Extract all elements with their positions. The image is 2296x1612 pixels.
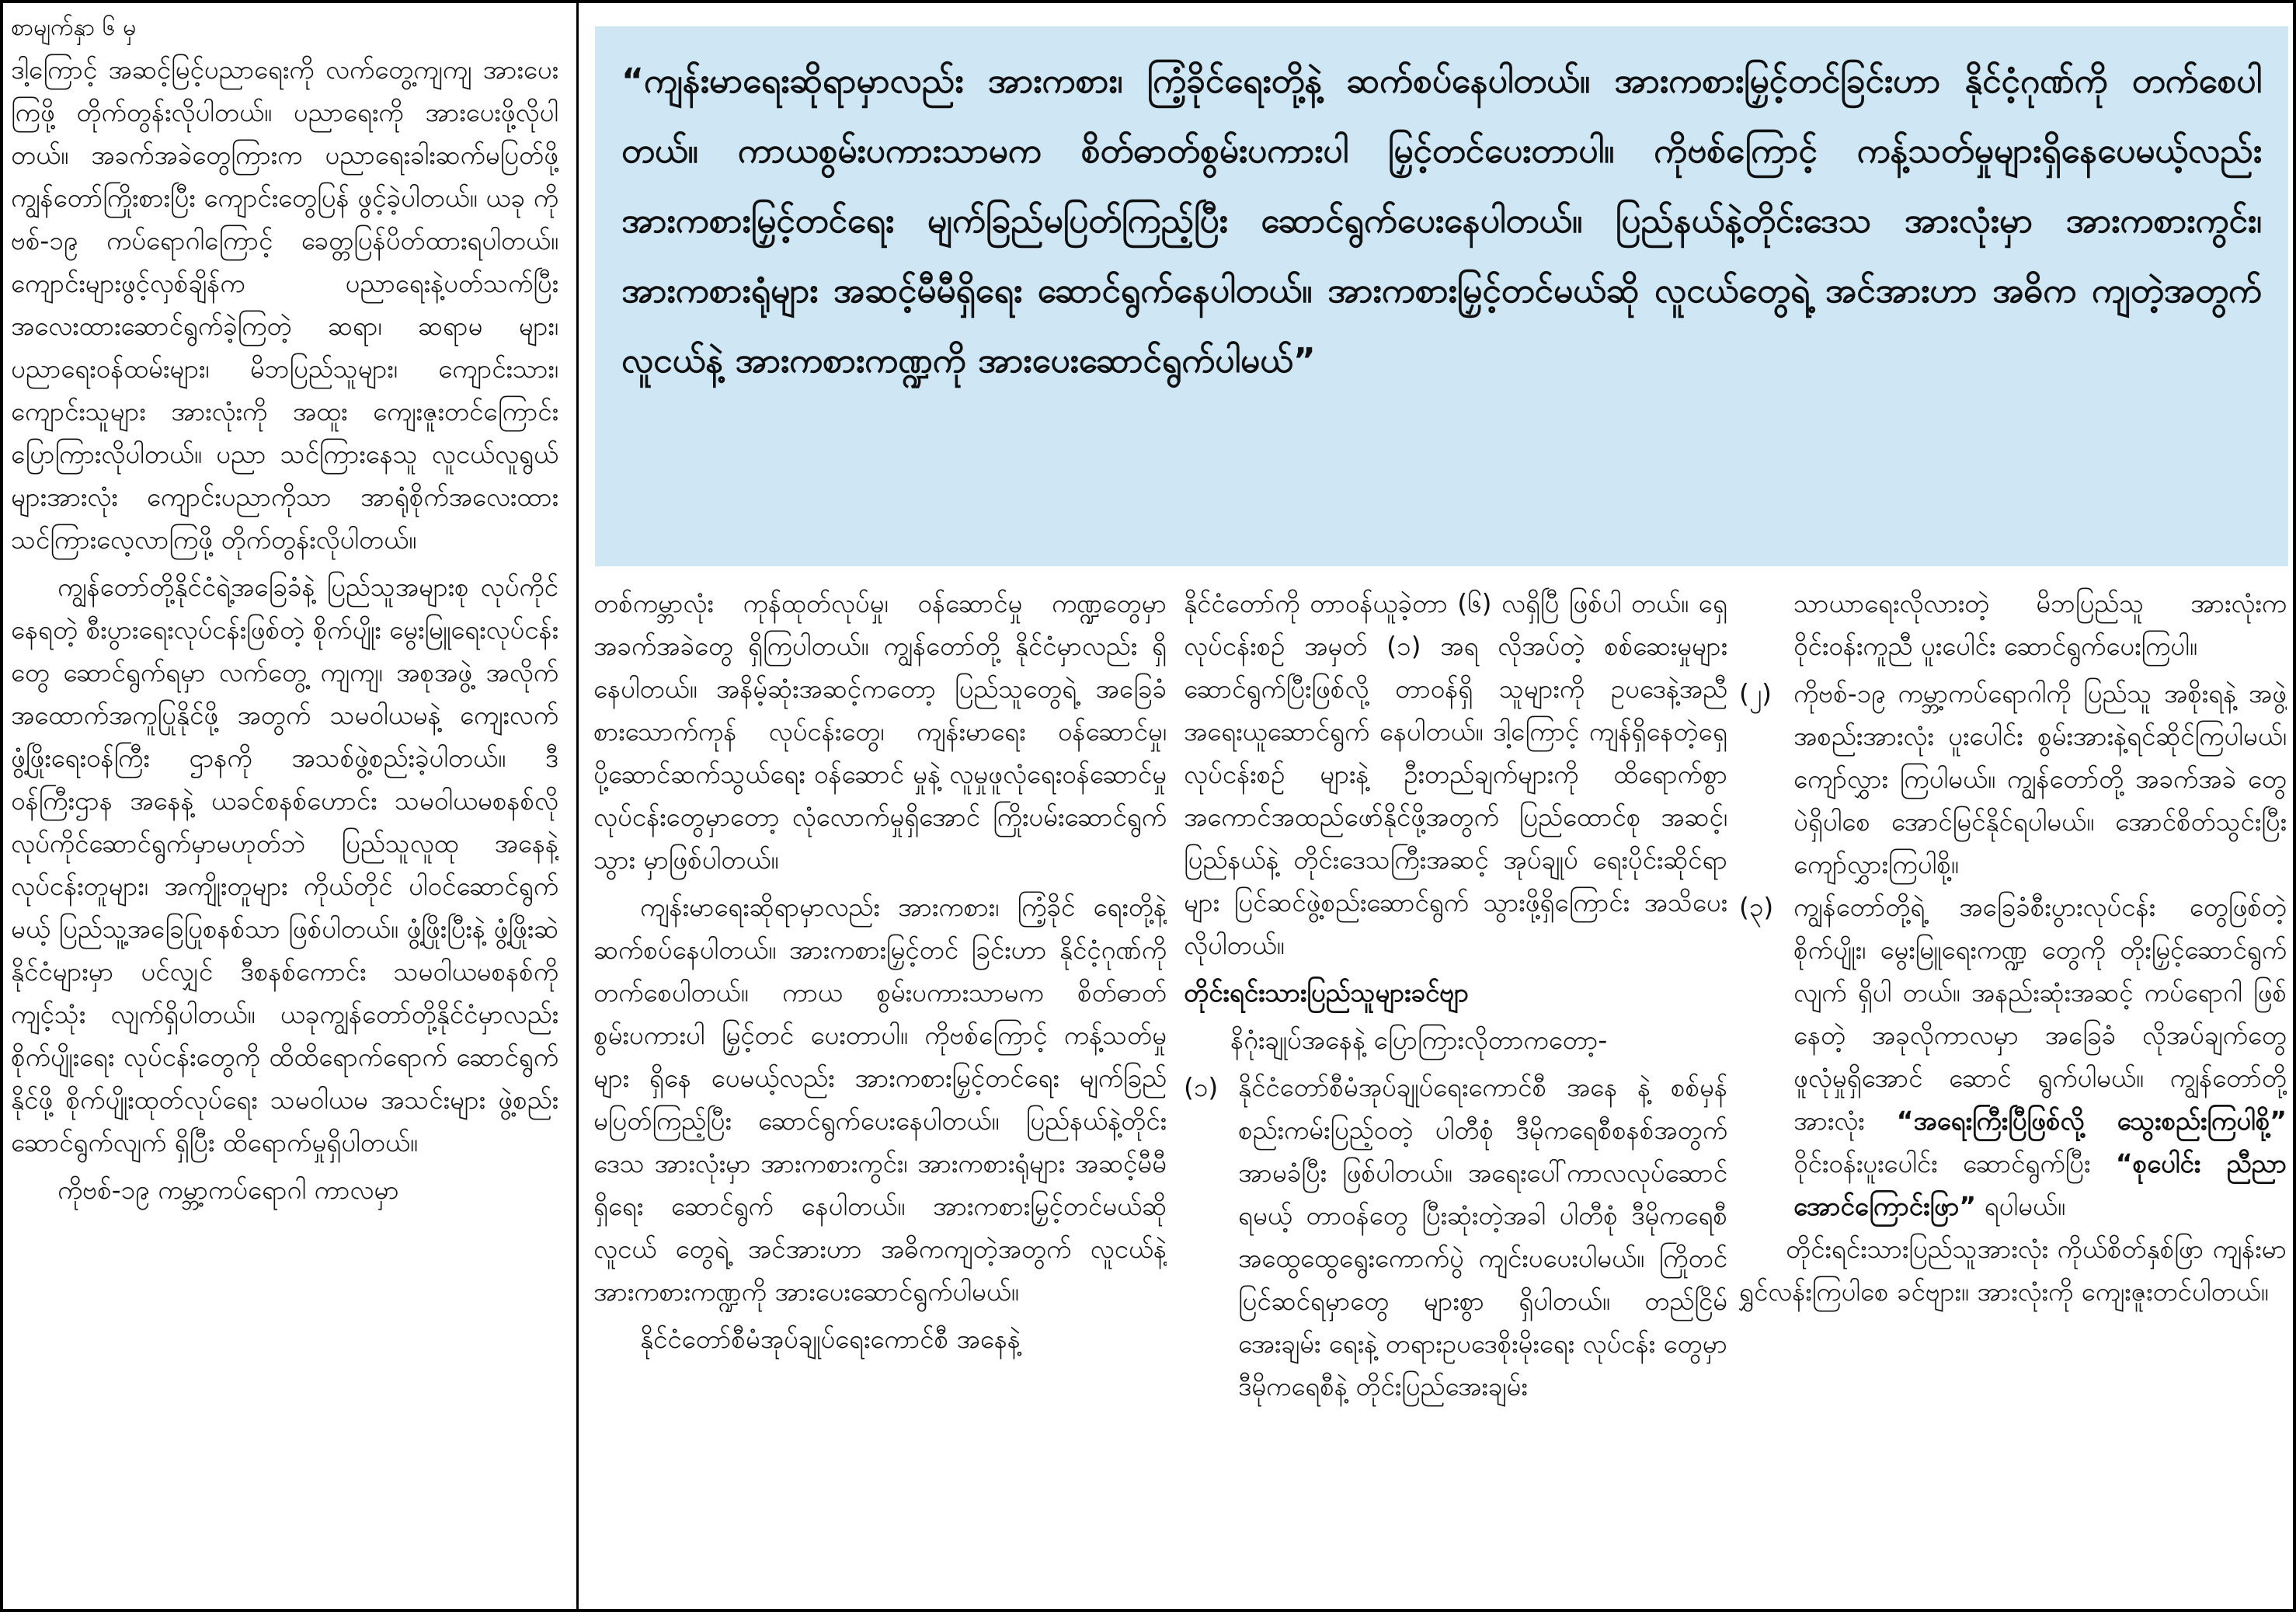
col1-paragraph-1: ဒါ့ကြောင့် အဆင့်မြင့်ပညာရေးကို လက်တွေ့ကျကျ အားပေးကြဖို့ တိုက်တွန်းလိုပါတယ်။ ပညာရေးကို အားပေးဖို့လိုပါတယ်။ အခက်အခဲတွေကြားက ပညာရေးခါးဆက်မပြတ်ဖို့ ကျွန်တော်ကြိုးစားပြီး ကျောင်းတွေပြန် ဖွင့်ခဲ့ပါတယ်။ ယခု ကိုဗစ်-၁၉ ကပ်ရောဂါကြောင့် ခေတ္တပြန်ပိတ်ထားရပါတယ်။ ကျောင်းများဖွင့်လှစ်ချိန်က ပညာရေးနဲ့ပတ်သက်ပြီး အလေးထားဆောင်ရွက်ခဲ့ကြတဲ့ ဆရာ၊ ဆရာမ များ၊ ပညာရေးဝန်ထမ်းများ၊ မိဘပြည်သူများ၊ ကျောင်းသား၊ ကျောင်းသူများ အားလုံးကို အထူး ကျေးဇူးတင်ကြောင်း ပြောကြားလိုပါတယ်။ ပညာ သင်ကြားနေသူ လူငယ်လူရွယ်များအားလုံး ကျောင်းပညာကိုသာ အာရုံစိုက်အလေးထား သင်ကြားလေ့လာကြဖို့ တိုက်တွန်းလိုပါတယ်။ [11, 54, 558, 555]
pull-quote-text: “ကျန်းမာရေးဆိုရာမှာလည်း အားကစား၊ ကြံ့ခိုင်ရေးတို့နဲ့ ဆက်စပ်နေပါတယ်။ အားကစားမြှင့်တင်ခြင်းဟာ နိုင်ငံ့ဂုဏ်ကို တက်စေပါတယ်။ ကာယစွမ်းပကားသာမက စိတ်ဓာတ်စွမ်းပကားပါ မြှင့်တင်ပေးတာပါ။ ကိုဗစ်ကြောင့် ကန့်သတ်မှုများရှိနေပေမယ့်လည်း အားကစားမြှင့်တင်ရေး မျက်ခြည်မပြတ်ကြည့်ပြီး ဆောင်ရွက်ပေးနေပါတယ်။ ပြည်နယ်နဲ့တိုင်းဒေသ အားလုံးမှာ အားကစားကွင်း၊ အားကစားရုံများ အဆင့်မီမီရှိရေး ဆောင်ရွက်နေပါတယ်။ အားကစားမြှင့်တင်မယ်ဆို လူငယ်တွေရဲ့ အင်အားဟာ အဓိက ကျတဲ့အတွက် လူငယ်နဲ့ အားကစားကဏ္ဍကို အားပေးဆောင်ရွက်ပါမယ်” [621, 61, 2262, 381]
col1-paragraph-3: ကိုဗစ်-၁၉ ကမ္ဘာ့ကပ်ရောဂါ ကာလမှာ [57, 1175, 399, 1205]
slogan-collective: “စုပေါင်း ညီညာအောင်ကြောင်းဖြာ” [1793, 1148, 2287, 1221]
column-divider [576, 3, 579, 1609]
col3-subheading: တိုင်းရင်းသားပြည်သူများခင်ဗျာ [1184, 977, 1469, 1008]
item-text: ကိုဗစ်-၁၉ ကမ္ဘာ့ကပ်ရောဂါကို ပြည်သူ အစိုးရနဲ့ အဖွဲ့အစည်းအားလုံး ပူးပေါင်း စွမ်းအားနဲ့ရင်ဆိုင်ကြပါမယ်၊ ကျော်လွှား ကြပါမယ်။ ကျွန်တော်တို့ အခက်အခဲ တွေပဲရှိပါစေ အောင်မြင်နိုင်ရပါမယ်။ အောင်စိတ်သွင်းပြီး ကျော်လွှားကြပါစို့။ [1793, 678, 2287, 879]
column-2 [593, 582, 1167, 1607]
numbered-item [1739, 672, 2287, 886]
slogan-collective-after: ရပါမယ်။ [1984, 1191, 2065, 1221]
item-text: ကျွန်တော်တို့ရဲ့ အခြေခံစီးပွားလုပ်ငန်း တွေဖြစ်တဲ့ စိုက်ပျိုး၊ မွေးမြူရေးကဏ္ဍ တွေကို တိုးမြှင့်ဆောင်ရွက်လျက် ရှိပါ တယ်။ အနည်းဆုံးအဆင့် ကပ်ရောဂါ ဖြစ်နေတဲ့ အခုလိုကာလမှာ အခြေခံ လိုအပ်ချက်တွေ ဖူလုံမှုရှိအောင် ဆောင် ရွက်ပါမယ်။ ကျွန်တော်တို့အားလုံး [1793, 892, 2287, 1136]
slogan-unite: “အရေးကြီးပြီဖြစ်လို့ သွေးစည်းကြပါစို့” [1896, 1105, 2287, 1136]
column-1 [11, 11, 558, 1607]
col2-paragraph-3: နိုင်ငံတော်စီမံအုပ်ချုပ်ရေးကောင်စီ အနေနဲ့ [640, 1324, 1021, 1354]
numbered-item [1739, 886, 2287, 1227]
numbered-item [1184, 1066, 1727, 1408]
col4-closing: တိုင်းရင်းသားပြည်သူအားလုံး ကိုယ်စိတ်နှစ်ဖြာ ကျန်းမာရွှင်လန်းကြပါစေ ခင်ဗျား။ အားလုံးကို ကျေးဇူးတင်ပါတယ်။ [1739, 1234, 2287, 1307]
item-number: (၁) [1184, 1072, 1219, 1102]
col2-paragraph-2: ကျန်းမာရေးဆိုရာမှာလည်း အားကစား၊ ကြံ့ခိုင် ရေးတို့နဲ့ ဆက်စပ်နေပါတယ်။ အားကစားမြှင့်တင် ခြင်းဟာ နိုင်ငံ့ဂုဏ်ကို တက်စေပါတယ်။ ကာယ စွမ်းပကားသာမက စိတ်ဓာတ်စွမ်းပကားပါ မြှင့်တင် ပေးတာပါ။ ကိုဗစ်ကြောင့် ကန့်သတ်မှုများ ရှိနေ ပေမယ့်လည်း အားကစားမြှင့်တင်ရေး မျက်ခြည် မပြတ်ကြည့်ပြီး ဆောင်ရွက်ပေးနေပါတယ်။ ပြည်နယ်နဲ့တိုင်းဒေသ အားလုံးမှာ အားကစားကွင်း၊ အားကစားရုံများ အဆင့်မီမီရှိရေး ဆောင်ရွက် နေပါတယ်။ အားကစားမြှင့်တင်မယ်ဆို လူငယ် တွေရဲ့ အင်အားဟာ အဓိကကျတဲ့အတွက် လူငယ်နဲ့ အားကစားကဏ္ဍကို အားပေးဆောင်ရွက်ပါမယ်။ [593, 892, 1167, 1307]
col2-paragraph-1: တစ်ကမ္ဘာလုံး ကုန်ထုတ်လုပ်မှု၊ ဝန်ဆောင်မှု ကဏ္ဍတွေမှာ အခက်အခဲတွေ ရှိကြပါတယ်။ ကျွန်တော်တို့ နိုင်ငံမှာလည်း ရှိနေပါတယ်။ အနိမ့်ဆုံးအဆင့်ကတော့ ပြည်သူတွေရဲ့ အခြေခံ စားသောက်ကုန် လုပ်ငန်းတွေ၊ ကျန်းမာရေး ဝန်ဆောင်မှု၊ ပို့ဆောင်ဆက်သွယ်ရေး ဝန်ဆောင် မှုနဲ့ လူမှုဖူလုံရေးဝန်ဆောင်မှုလုပ်ငန်းတွေမှာတော့ လုံလောက်မှုရှိအောင် ကြိုးပမ်းဆောင်ရွက်သွား မှာဖြစ်ပါတယ်။ [593, 588, 1167, 875]
pull-quote-box [595, 26, 2288, 566]
item-number: (၃) [1739, 892, 1774, 922]
slogan-unite-after: ဝိုင်းဝန်းပူးပေါင်း ဆောင်ရွက်ပြီး [1793, 1148, 2091, 1179]
item-number: (၂) [1739, 678, 1772, 709]
continued-from-label: စာမျက်နှာ ၆ မှ [11, 14, 137, 41]
col3-lead: နိဂုံးချုပ်အနေနဲ့ ပြောကြားလိုတာကတော့- [1230, 1025, 1608, 1055]
col4-intro: သာယာရေးလိုလားတဲ့ မိဘပြည်သူ အားလုံးက ဝိုင်းဝန်းကူညီ ပူးပေါင်း ဆောင်ရွက်ပေးကြပါ။ [1793, 588, 2287, 661]
item-text: နိုင်ငံတော်စီမံအုပ်ချုပ်ရေးကောင်စီ အနေ နဲ့ စစ်မှန်စည်းကမ်းပြည့်ဝတဲ့ ပါတီစုံ ဒီမိုကရေစီစနစ်အတွက် အာမခံပြီး ဖြစ်ပါတယ်။ အရေးပေါ်ကာလလုပ်ဆောင် ရမယ့် တာဝန်တွေ ပြီးဆုံးတဲ့အခါ ပါတီစုံ ဒီမိုကရေစီ အထွေထွေရွေးကောက်ပွဲ ကျင်းပပေးပါမယ်။ ကြိုတင်ပြင်ဆင်ရမှာတွေ များစွာ ရှိပါတယ်။ တည်ငြိမ်အေးချမ်း ရေးနဲ့ တရားဥပဒေစိုးမိုးရေး လုပ်ငန်း တွေမှာ ဒီမိုကရေစီနဲ့ တိုင်းပြည်အေးချမ်း [1238, 1072, 1727, 1401]
col3-paragraph-1: နိုင်ငံတော်ကို တာဝန်ယူခဲ့တာ (၆) လရှိပြီ ဖြစ်ပါ တယ်။ ရှေ့လုပ်ငန်းစဉ် အမှတ် (၁) အရ လိုအပ်တဲ့ စစ်ဆေးမှုများ ဆောင်ရွက်ပြီးဖြစ်လို့ တာဝန်ရှိ သူများကို ဥပဒေနဲ့အညီ အရေးယူဆောင်ရွက် နေပါတယ်။ ဒါ့ကြောင့် ကျန်ရှိနေတဲ့ရှေ့လုပ်ငန်းစဉ် များနဲ့ ဦးတည်ချက်များကို ထိရောက်စွာ အကောင်အထည်ဖော်နိုင်ဖို့အတွက် ပြည်ထောင်စု အဆင့်၊ ပြည်နယ်နဲ့ တိုင်းဒေသကြီးအဆင့် အုပ်ချုပ် ရေးပိုင်းဆိုင်ရာများ ပြင်ဆင်ဖွဲ့စည်းဆောင်ရွက် သွားဖို့ရှိကြောင်း အသိပေးလိုပါတယ်။ [1184, 588, 1727, 960]
column-4 [1739, 582, 2287, 1607]
col1-paragraph-2: ကျွန်တော်တို့နိုင်ငံရဲ့အခြေခံနဲ့ ပြည်သူအများစု လုပ်ကိုင်နေရတဲ့ စီးပွားရေးလုပ်ငန်းဖြစ်တဲ့ စိုက်ပျိုး မွေးမြူရေးလုပ်ငန်းတွေ ဆောင်ရွက်ရမှာ လက်တွေ့ ကျကျ၊ အစုအဖွဲ့ အလိုက် အထောက်အကူပြုနိုင်ဖို့ အတွက် သမဝါယမနဲ့ ကျေးလက်ဖွံ့ဖြိုးရေးဝန်ကြီး ဌာနကို အသစ်ဖွဲ့စည်းခဲ့ပါတယ်။ ဒီဝန်ကြီးဌာန အနေနဲ့ ယခင်စနစ်ဟောင်း သမဝါယမစနစ်လို လုပ်ကိုင်ဆောင်ရွက်မှာမဟုတ်ဘဲ ပြည်သူလူထု အနေနဲ့ လုပ်ငန်းတူများ၊ အကျိုးတူများ ကိုယ်တိုင် ပါဝင်ဆောင်ရွက်မယ့် ပြည်သူ့အခြေပြုစနစ်သာ ဖြစ်ပါတယ်။ ဖွံ့ဖြိုးပြီးနဲ့ ဖွံ့ဖြိုးဆဲနိုင်ငံများမှာ ပင်လျှင် ဒီစနစ်ကောင်း သမဝါယမစနစ်ကို ကျင့်သုံး လျက်ရှိပါတယ်။ ယခုကျွန်တော်တို့နိုင်ငံမှာလည်း စိုက်ပျိုးရေး လုပ်ငန်းတွေကို ထိထိရောက်ရောက် ဆောင်ရွက်နိုင်ဖို့ စိုက်ပျိုးထုတ်လုပ်ရေး သမဝါယမ အသင်းများ ဖွဲ့စည်းဆောင်ရွက်လျက် ရှိပြီး ထိရောက်မှုရှိပါတယ်။ [11, 572, 558, 1158]
column-3 [1184, 582, 1727, 1607]
